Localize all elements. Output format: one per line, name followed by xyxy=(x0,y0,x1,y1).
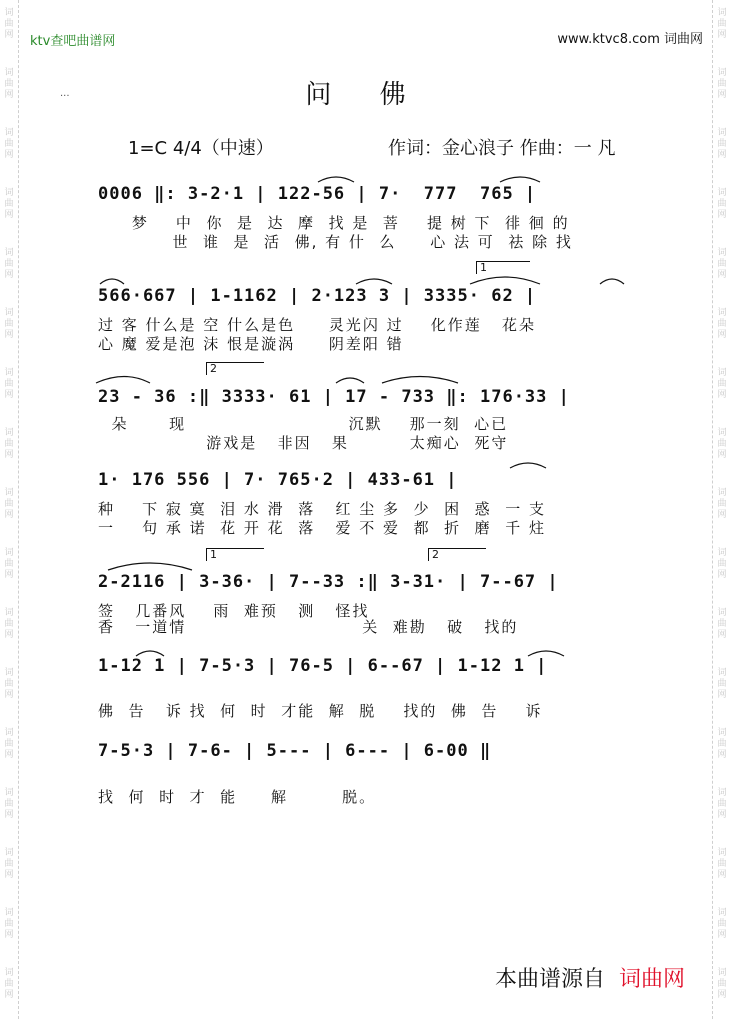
lyrics-line-6: 佛 告 诉 找 何 时 才能 解 脱 找的 佛 告 诉 xyxy=(98,702,543,720)
watermark-glyphs: 词 曲 网 xyxy=(717,908,727,940)
watermark-glyphs: 词 曲 网 xyxy=(4,308,14,340)
watermark-glyphs: 词 曲 网 xyxy=(717,128,727,160)
watermark-glyphs: 词 曲 网 xyxy=(4,668,14,700)
notation-line-6: 1-12 1 | 7-5·3 | 76-5 | 6--67 | 1-12 1 | xyxy=(98,656,548,676)
watermark-glyphs: 词 曲 网 xyxy=(717,188,727,220)
watermark-glyphs: 词 曲 网 xyxy=(717,368,727,400)
lyrics-line-2a: 过 客 什么是 空 什么是色 灵光闪 过 化作莲 花朵 xyxy=(98,316,537,334)
watermark-glyphs: 词 曲 网 xyxy=(717,68,727,100)
notation-line-3: 23 - 36 :‖ 3333· 61 | 17 - 733 ‖: 176·33 | xyxy=(98,387,570,407)
watermark-glyphs: 词 曲 网 xyxy=(717,308,727,340)
watermark-glyphs: 词 曲 网 xyxy=(4,428,14,460)
watermark-glyphs: 词 曲 网 xyxy=(4,908,14,940)
watermark-glyphs: 词 曲 网 xyxy=(4,188,14,220)
watermark-glyphs: 词 曲 网 xyxy=(4,368,14,400)
watermark-glyphs: 词 曲 网 xyxy=(717,488,727,520)
lyrics-line-3a: 朵 现 沉默 那一刻 心已 xyxy=(98,415,509,433)
watermark-glyphs: 词 曲 网 xyxy=(717,668,727,700)
watermark-glyphs: 词 曲 网 xyxy=(4,968,14,1000)
watermark-glyphs: 词 曲 网 xyxy=(717,608,727,640)
watermark-glyphs: 词 曲 网 xyxy=(717,548,727,580)
watermark-glyphs: 词 曲 网 xyxy=(4,128,14,160)
notation-line-4: 1· 176 556 | 7· 765·2 | 433-61 | xyxy=(98,470,458,490)
watermark-glyphs: 词 曲 网 xyxy=(717,8,727,40)
lyrics-line-1a: 梦 中 你 是 达 摩 找 是 菩 提 树 下 徘 徊 的 xyxy=(98,214,570,232)
lyrics-line-3b: 游戏是 非因 果 太痴心 死守 xyxy=(98,434,509,452)
lyrics-line-4a: 种 下 寂 寞 泪 水 滑 落 红 尘 多 少 困 惑 一 支 xyxy=(98,500,546,518)
ellipsis-mark: ... xyxy=(60,88,70,99)
source-footer xyxy=(495,962,685,993)
watermark-glyphs: 词 曲 网 xyxy=(717,248,727,280)
watermark-glyphs: 词 曲 网 xyxy=(4,8,14,40)
site-url-text[interactable]: www.ktvc8.com 词曲网 xyxy=(557,32,703,47)
notation-line-2: 566·667 | 1-1162 | 2·123 3 | 3335· 62 | xyxy=(98,286,537,306)
notation-line-5: 2-2116 | 3-36· | 7--33 :‖ 3-31· | 7--67 | xyxy=(98,572,559,592)
watermark-glyphs: 词 曲 网 xyxy=(4,848,14,880)
watermark-glyphs: 词 曲 网 xyxy=(4,728,14,760)
key-tempo: 1=C 4/4（中速） xyxy=(128,138,274,159)
watermark-glyphs: 词 曲 网 xyxy=(717,848,727,880)
credits: 作词：金心浪子 作曲：一 凡 xyxy=(388,138,616,159)
song-title: 问 佛 xyxy=(305,80,426,110)
volta-2-second: 2 xyxy=(428,548,486,561)
lyrics-line-5a: 签 几番风 雨 难预 测 怪找 xyxy=(98,602,370,620)
lyrics-line-1b: 世 谁 是 活 佛, 有 什 么 心 法 可 祛 除 找 xyxy=(98,233,573,251)
notation-line-7: 7-5·3 | 7-6- | 5--- | 6--- | 6-00 ‖ xyxy=(98,741,492,761)
lyrics-line-4b: 一 句 承 诺 花 开 花 落 爱 不 爱 都 折 磨 千 炷 xyxy=(98,519,546,537)
site-logo-left[interactable]: ktv查吧曲谱网 xyxy=(30,34,116,49)
lyrics-line-2b: 心 魔 爱是泡 沫 恨是漩涡 阴差阳 错 xyxy=(98,335,404,353)
volta-2-first: 1 xyxy=(206,548,264,561)
watermark-glyphs: 词 曲 网 xyxy=(4,788,14,820)
lyrics-line-5b: 香 一道情 关 难勘 破 找的 xyxy=(98,618,519,636)
source-site-link[interactable]: 词曲网 xyxy=(618,967,685,992)
watermark-glyphs: 词 曲 网 xyxy=(4,248,14,280)
volta-1-second: 2 xyxy=(206,362,264,375)
lyrics-line-7: 找 何 时 才 能 解 脱。 xyxy=(98,788,377,806)
watermark-glyphs: 词 曲 网 xyxy=(717,728,727,760)
notation-line-1: 0006 ‖: 3-2·1 | 122-56 | 7· 777 765 | xyxy=(98,184,537,204)
watermark-glyphs: 词 曲 网 xyxy=(717,968,727,1000)
watermark-glyphs: 词 曲 网 xyxy=(717,788,727,820)
watermark-glyphs: 词 曲 网 xyxy=(4,68,14,100)
watermark-glyphs: 词 曲 网 xyxy=(4,548,14,580)
volta-1-first: 1 xyxy=(476,261,530,274)
watermark-glyphs: 词 曲 网 xyxy=(4,488,14,520)
source-label: 本曲谱源自 xyxy=(494,967,605,992)
watermark-glyphs: 词 曲 网 xyxy=(717,428,727,460)
watermark-glyphs: 词 曲 网 xyxy=(4,608,14,640)
